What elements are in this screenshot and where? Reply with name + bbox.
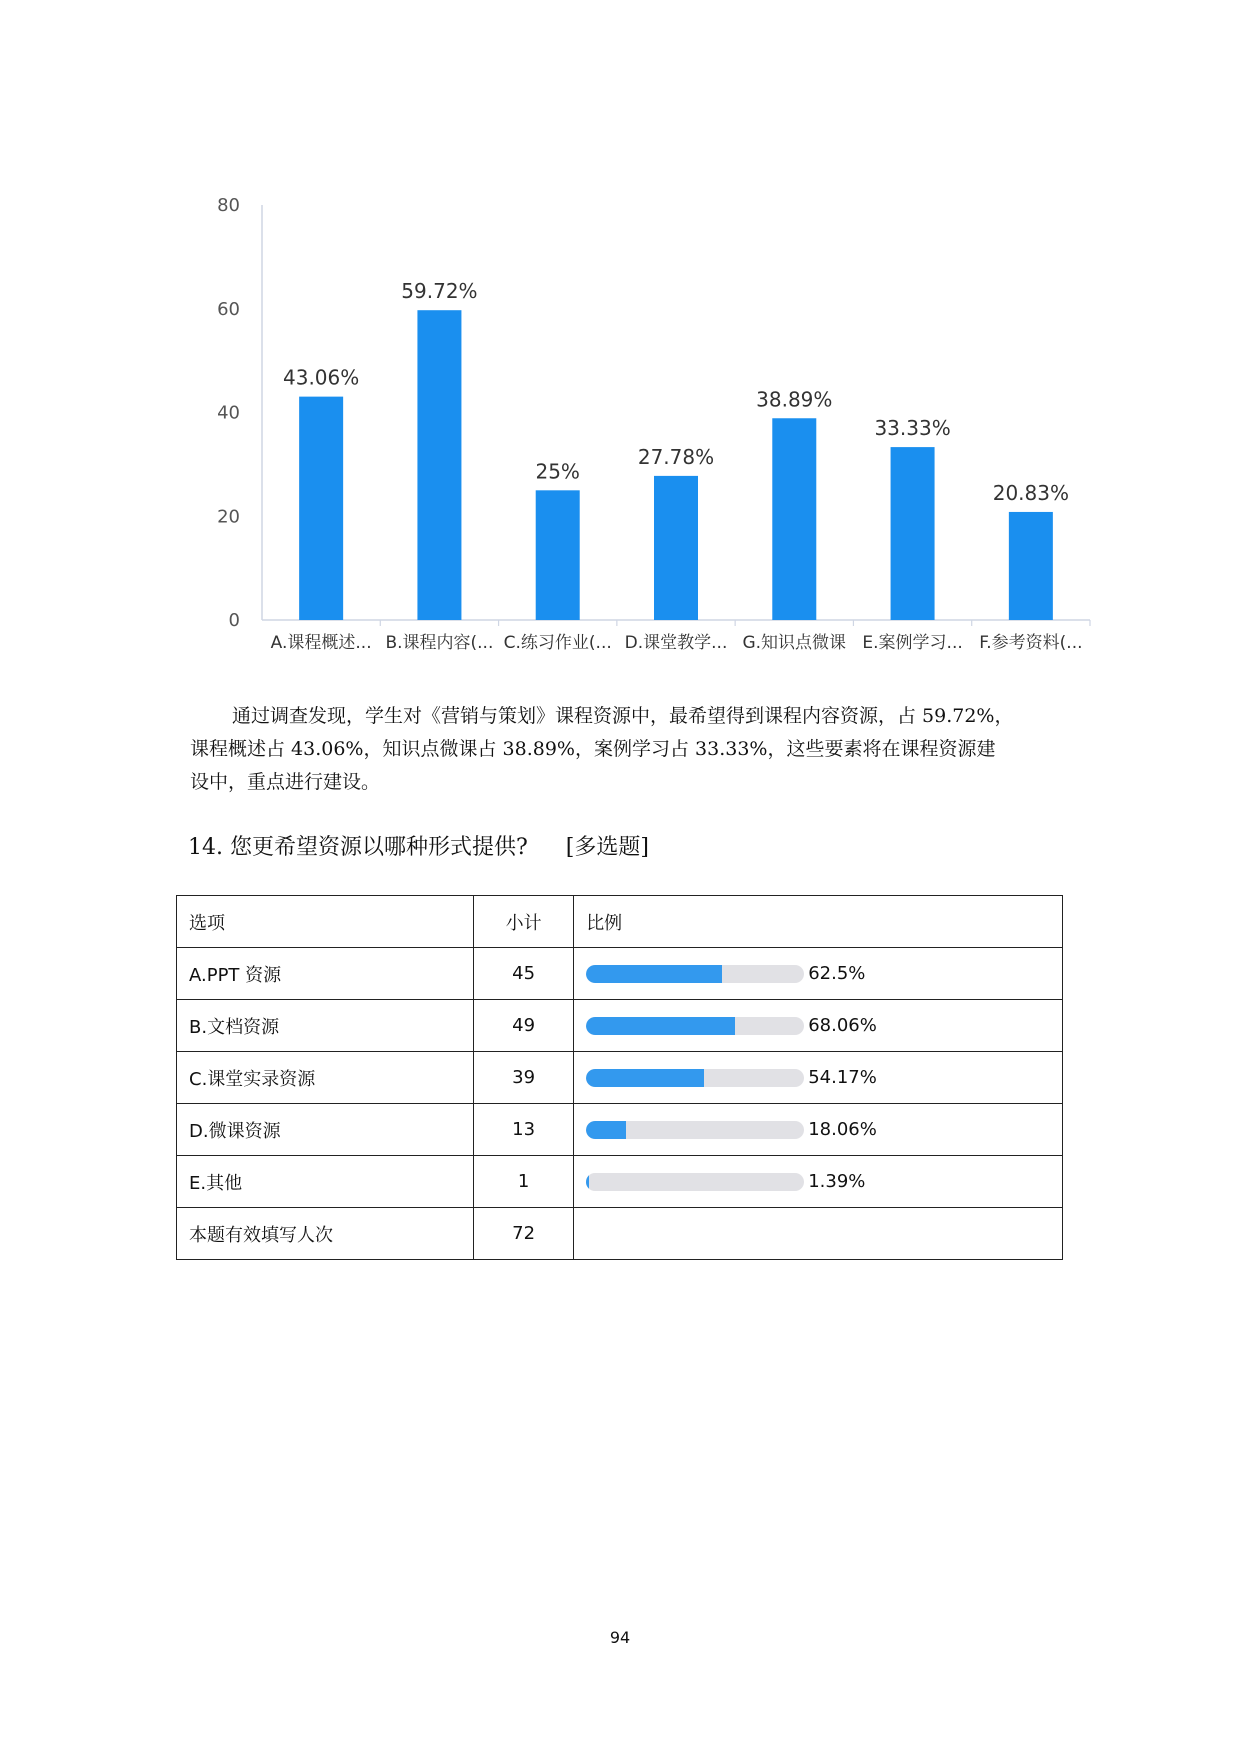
row-ratio: 54.17% <box>808 1067 877 1088</box>
y-tick-label: 80 <box>217 195 240 216</box>
question-text: 14. 您更希望资源以哪种形式提供? <box>188 835 528 860</box>
table-row <box>177 1104 1063 1156</box>
row-ratio-cell <box>574 1052 1063 1104</box>
row-ratio: 62.5% <box>808 963 866 984</box>
table-header-row <box>177 896 1063 948</box>
question-heading <box>188 830 649 861</box>
table-row <box>177 1156 1063 1208</box>
data-label: 59.72% <box>401 279 478 304</box>
row-ratio-cell <box>574 1000 1063 1052</box>
y-tick-label: 60 <box>217 298 240 320</box>
bar <box>654 476 698 620</box>
row-option: A.PPT 资源 <box>177 948 474 1000</box>
bar <box>536 490 580 620</box>
x-category-label: E.案例学习... <box>862 633 963 653</box>
y-tick-label: 0 <box>228 610 240 631</box>
row-ratio: 1.39% <box>808 1171 866 1192</box>
x-category-label: F.参考资料(... <box>979 633 1083 653</box>
progress-track <box>586 965 804 983</box>
bar-chart <box>200 185 1100 665</box>
paragraph-line-2: 课程概述占 43.06%，知识点微课占 38.89%，案例学习占 33.33%，这些要素将在课程资源建 <box>190 738 996 760</box>
bar <box>772 418 816 620</box>
progress-track <box>586 1017 804 1035</box>
data-label: 38.89% <box>756 387 833 412</box>
bar <box>891 447 935 620</box>
row-option: E.其他 <box>177 1156 474 1208</box>
total-empty-cell <box>574 1208 1063 1260</box>
row-ratio-cell <box>574 1156 1063 1208</box>
progress-fill <box>586 1017 734 1035</box>
row-option: D.微课资源 <box>177 1104 474 1156</box>
x-category-label: D.课堂教学... <box>624 633 728 653</box>
bar <box>299 397 343 620</box>
analysis-paragraph <box>190 700 1060 799</box>
y-tick-label: 20 <box>217 506 240 528</box>
header-count: 小计 <box>474 896 574 948</box>
row-ratio-cell <box>574 948 1063 1000</box>
bar <box>1009 512 1053 620</box>
x-category-label: C.练习作业(... <box>503 633 612 653</box>
bar <box>417 310 461 620</box>
row-option: B.文档资源 <box>177 1000 474 1052</box>
row-ratio-cell <box>574 1104 1063 1156</box>
progress-fill <box>586 1069 704 1087</box>
progress-track <box>586 1173 804 1191</box>
row-count: 49 <box>474 1000 574 1052</box>
header-ratio: 比例 <box>574 896 1063 948</box>
progress-track <box>586 1069 804 1087</box>
progress-fill <box>586 1121 625 1139</box>
data-label: 27.78% <box>637 444 715 469</box>
data-label: 25% <box>535 459 580 484</box>
row-option: C.课堂实录资源 <box>177 1052 474 1104</box>
table-total-row <box>177 1208 1063 1260</box>
x-category-label: B.课程内容(... <box>385 633 494 653</box>
x-category-label: G.知识点微课 <box>742 633 847 653</box>
table-row <box>177 1000 1063 1052</box>
row-count: 1 <box>474 1156 574 1208</box>
data-label: 43.06% <box>283 365 360 390</box>
progress-fill <box>586 965 722 983</box>
x-category-label: A.课程概述... <box>270 633 372 653</box>
paragraph-line-3: 设中，重点进行建设。 <box>190 771 381 793</box>
total-label: 本题有效填写人次 <box>177 1208 474 1260</box>
progress-track <box>586 1121 804 1139</box>
results-table <box>176 895 1063 1260</box>
row-ratio: 18.06% <box>808 1119 877 1140</box>
data-label: 33.33% <box>874 416 951 441</box>
data-label: 20.83% <box>992 480 1069 505</box>
y-tick-label: 40 <box>217 402 240 424</box>
total-count: 72 <box>474 1208 574 1260</box>
paragraph-line-1: 通过调查发现，学生对《营销与策划》课程资源中，最希望得到课程内容资源，占 59.72%， <box>232 705 1014 727</box>
page-number: 94 <box>609 1628 631 1647</box>
row-count: 39 <box>474 1052 574 1104</box>
row-count: 13 <box>474 1104 574 1156</box>
row-count: 45 <box>474 948 574 1000</box>
row-ratio: 68.06% <box>808 1015 877 1036</box>
table-row <box>177 1052 1063 1104</box>
question-type: [多选题] <box>565 835 649 860</box>
header-option: 选项 <box>177 896 474 948</box>
table-row <box>177 948 1063 1000</box>
progress-fill <box>586 1173 589 1191</box>
